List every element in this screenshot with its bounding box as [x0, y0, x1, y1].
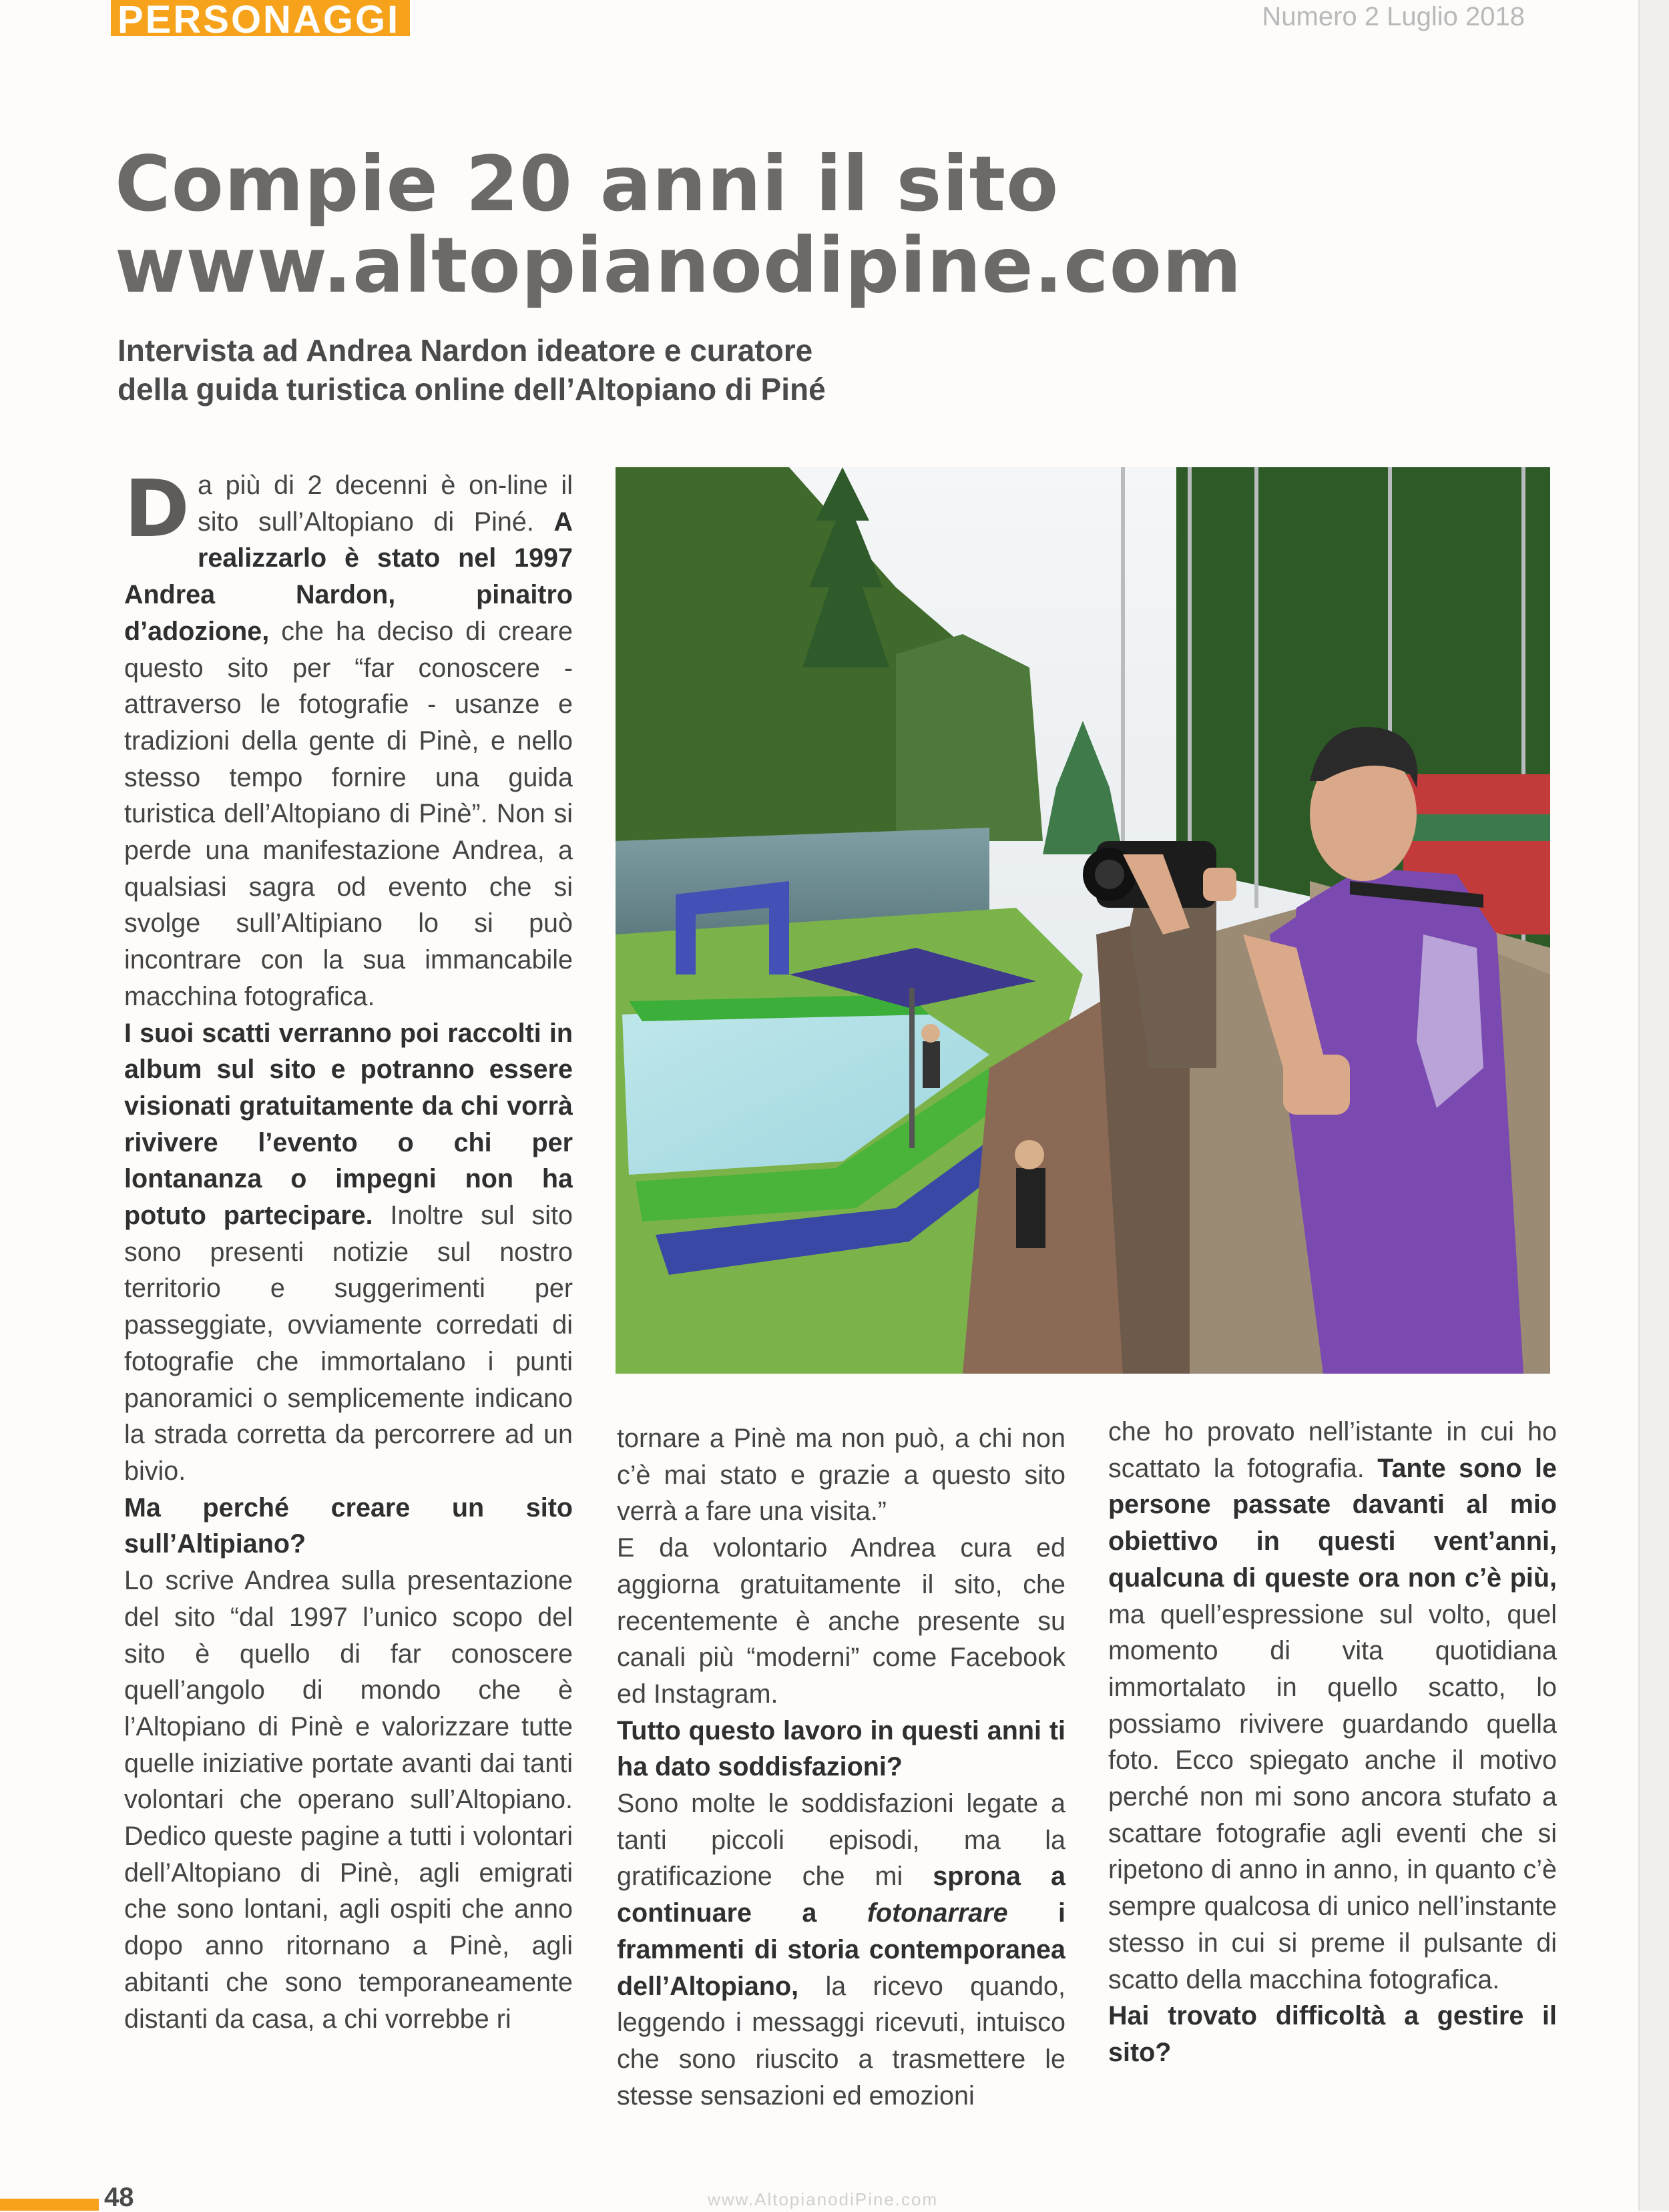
paragraph-2-bold: I suoi scatti verranno poi raccolti in album sul sito e potranno essere visionati gratuitamente da chi vorrà rivivere l’evento o chi per lontananza o impegni non ha potuto partecipare. [124, 1018, 573, 1231]
answer-1-part-2: tornare a Pinè ma non può, a chi non c’è mai stato e grazie a questo sito verrà a fare una visita.” [617, 1424, 1065, 1527]
intro-paragraph [124, 467, 573, 1015]
drop-cap: D [124, 467, 190, 555]
watermark: www.AltopianodiPine.com [708, 2189, 939, 2209]
answer-2-bold-g: Tante sono le persone passate davanti al mio obiettivo in questi vent’anni, qualcuna di queste ora non c’è più, [1108, 1453, 1557, 1593]
paragraph-2-text: Inoltre sul sito sono presenti notizie sul nostro territorio e suggerimenti per passeggiate, ovviamente corredati di fotografie che immortalano i punti panoramici o semplicemente indicano la strada corretta da percorrere ad un bivio. [124, 1201, 573, 1486]
issue-info: Numero 2 Luglio 2018 [1262, 2, 1525, 31]
article-subtitle [117, 331, 1052, 408]
answer-2-text-a: Sono molte le soddisfazioni legate a tanti piccoli episodi, ma la gratificazione che mi [617, 1789, 1065, 1892]
section-tag: PERSONAGGI [111, 0, 410, 36]
text-column-3 [1108, 1414, 1557, 2128]
page-edge [1638, 0, 1669, 2211]
answer-2-bold-d: i frammenti di storia contemporanea dell’Altopiano, [617, 1898, 1065, 2001]
page-number [0, 2184, 172, 2211]
answer-2-italic: fotonarrare [867, 1898, 1008, 1928]
paragraph-3: E da volontario Andrea cura ed aggiorna gratuitamente il sito, che recentemente è anche presente su canali più “moderni” come Facebook ed Instagram. [617, 1533, 1065, 1709]
question-2: Tutto questo lavoro in questi anni ti ha dato soddisfazioni? [617, 1715, 1065, 1782]
answer-2-part-2 [1108, 1414, 1557, 1998]
answer-2-text-e: la ricevo quando, leggendo i messaggi ricevuti, intuisco che sono riuscito a trasmettere le stesse sensazioni ed emozioni [617, 1971, 1065, 2111]
intro-bold: A realizzarlo è stato nel 1997 Andrea Nardon, pinaitro d’adozione, [124, 507, 573, 646]
photographer-illustration [616, 467, 1550, 1374]
page-number-bar [0, 2199, 99, 2211]
question-3: Hai trovato difficoltà a gestire il sito? [1108, 2001, 1557, 2067]
intro-text: a più di 2 decenni è on-line il sito sull’Altopiano di Piné. [197, 471, 573, 537]
text-column-1 [124, 467, 573, 2129]
answer-2-bold-b: sprona a continuare a [617, 1862, 1065, 1928]
answer-2-text-h: ma quell’espressione sul volto, quel momento di vita quotidiana immortalato in quello scatto, lo possiamo rivivere guardando quella foto. Ecco spiegato anche il motivo perché non mi sono ancora stufato a scattare fotografie agli eventi che si ripetono di anno in anno, in quanto c’è sempre qualcosa di unico nell’instante stesso in cui si preme il pulsante di scatto della macchina fotografica. [1108, 1599, 1557, 1994]
answer-2-part-1 [617, 1785, 1065, 2114]
article-photo [616, 467, 1550, 1374]
answer-2-text-f: che ho provato nell’istante in cui ho scattato la fotografia. [1108, 1417, 1557, 1483]
answer-1-part-1: Lo scrive Andrea sulla presentazione del sito “dal 1997 l’unico scopo del sito è quello di far conoscere quell’angolo di mondo che è l’Altopiano di Pinè e valorizzare tutte quelle iniziative portate avanti dai tanti volontari che operano sull’Altopiano. Dedico queste pagine a tutti i volontari dell’Altopiano di Pinè, agli emigrati che sono lontani, agli ospiti che anno dopo anno ritornano a Pinè, agli abitanti che sono temporaneamente distanti da casa, a chi vorrebbe ri [124, 1566, 573, 2034]
title-line-1: Compie 20 anni il sito [115, 140, 1059, 228]
question-1: Ma perché creare un sito sull’Altipiano? [124, 1492, 573, 1559]
intro-text-cont: che ha deciso di creare questo sito per “far conoscere - attraverso le fotografie - usanze e tradizioni della gente di Pinè, e nello stesso tempo fornire una guida turistica dell’Altopiano di Pinè”. Non si perde una manifestazione Andrea, a qualsiasi sagra od evento che si svolge sull’Altipiano lo si può incontrare con la sua immancabile macchina fotografica. [124, 616, 573, 1011]
page-number-text: 48 [104, 2183, 134, 2212]
article-title [115, 140, 1543, 310]
title-line-2: www.altopianodipine.com [115, 221, 1242, 310]
text-column-2 [617, 1420, 1065, 2128]
subtitle-line-1: Intervista ad Andrea Nardon ideatore e curatore [117, 333, 813, 368]
paragraph-2 [124, 1015, 573, 1490]
subtitle-line-2: della guida turistica online dell’Altopiano di Piné [117, 372, 826, 406]
